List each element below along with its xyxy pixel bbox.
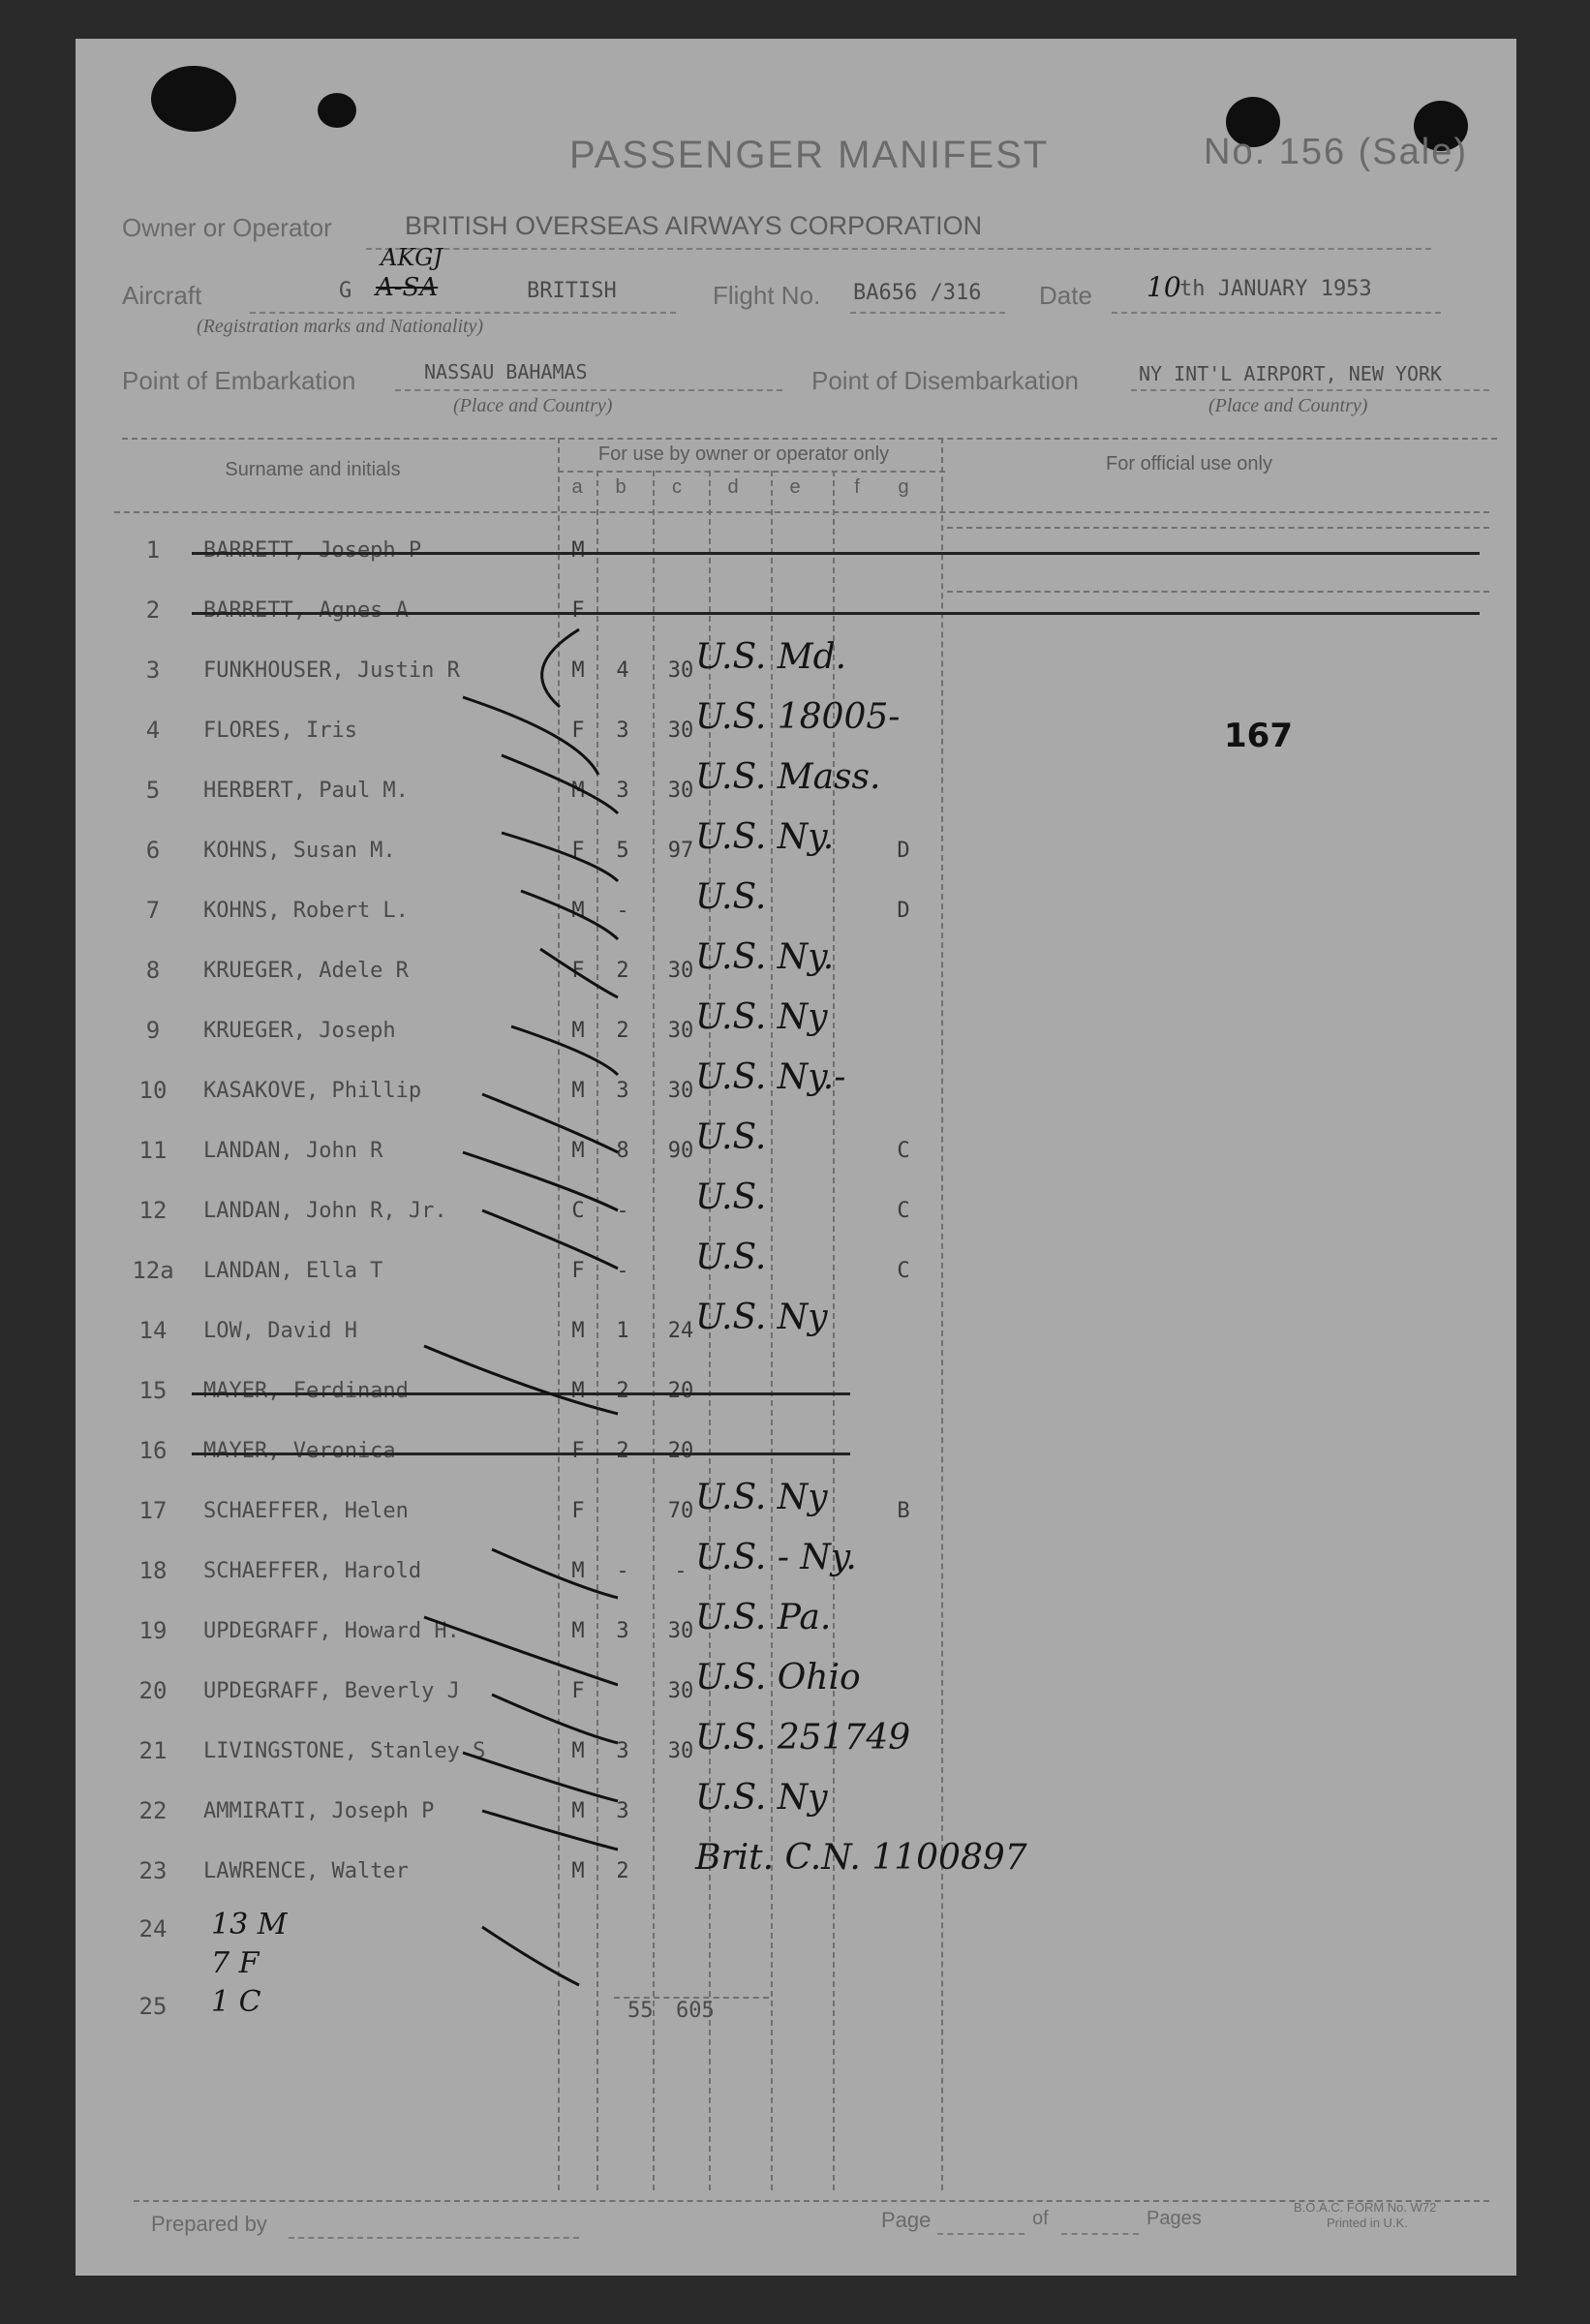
handwritten-nationality: U.S. 251749 <box>695 1718 911 1758</box>
cell-c: 70 <box>667 1499 694 1523</box>
row-number: 3 <box>145 657 161 684</box>
passenger-name: SCHAEFFER, Helen <box>203 1499 409 1523</box>
row-number: 12 <box>138 1197 168 1224</box>
cell-b: 2 <box>616 959 629 983</box>
cell-b: 4 <box>616 658 629 683</box>
handwritten-nationality: U.S. Ohio <box>695 1658 861 1697</box>
sub-col-f: f <box>854 476 860 498</box>
cell-a: M <box>571 899 585 923</box>
cell-b: 3 <box>616 1619 629 1643</box>
cell-c: 30 <box>667 1619 694 1643</box>
passenger-name: LANDAN, John R, Jr. <box>203 1199 447 1223</box>
handwritten-nationality: U.S. - Ny. <box>695 1538 857 1577</box>
sub-col-d: d <box>727 476 739 498</box>
row-number: 9 <box>145 1017 161 1044</box>
cell-a: M <box>571 1559 585 1583</box>
form-number: B.O.A.C. FORM No. W72 <box>1294 2200 1437 2215</box>
cell-g: D <box>897 899 910 923</box>
handwritten-nationality: U.S. Md. <box>695 637 847 677</box>
passenger-name: FLORES, Iris <box>203 719 357 743</box>
disembark-caption: (Place and Country) <box>1208 395 1368 416</box>
handwritten-nationality: U.S. Ny <box>695 1298 828 1337</box>
cell-a: F <box>571 1259 585 1283</box>
cell-c: 30 <box>667 1739 694 1763</box>
cell-a: M <box>571 538 585 563</box>
row-number: 14 <box>138 1317 168 1344</box>
cell-c: 30 <box>667 1679 694 1703</box>
row-number: 8 <box>145 957 161 984</box>
passenger-name: BARRETT, Agnes A <box>203 598 409 623</box>
prepared-by-label: Prepared by <box>151 2212 267 2236</box>
page-label: Page <box>881 2208 932 2232</box>
cell-g: C <box>897 1139 910 1163</box>
cell-b: 2 <box>616 1859 629 1883</box>
cell-b: - <box>616 1199 629 1223</box>
cell-a: M <box>571 1379 585 1403</box>
passenger-name: LANDAN, John R <box>203 1139 383 1163</box>
cell-a: F <box>571 1679 585 1703</box>
cell-b: 3 <box>616 719 629 743</box>
handwritten-nationality: U.S. Ny. <box>695 937 835 977</box>
registration-caption: (Registration marks and Nationality) <box>197 316 484 337</box>
cell-g: D <box>897 839 910 863</box>
cell-a: F <box>571 1439 585 1463</box>
cell-b: 3 <box>616 779 629 803</box>
col-owner-header: For use by owner or operator only <box>597 443 890 465</box>
cell-a: F <box>571 598 585 623</box>
passenger-name: HERBERT, Paul M. <box>203 779 409 803</box>
cell-a: F <box>571 719 585 743</box>
cell-b: - <box>616 1559 629 1583</box>
tally-handwritten: 7 F <box>211 1946 260 1980</box>
row-number: 17 <box>138 1497 168 1524</box>
handwritten-nationality: U.S. Mass. <box>695 757 881 797</box>
passenger-name: LOW, David H <box>203 1319 357 1343</box>
totals-c: 605 <box>676 1999 715 2023</box>
cell-c: 20 <box>667 1439 694 1463</box>
passenger-name: KRUEGER, Joseph <box>203 1019 396 1043</box>
sub-col-e: e <box>789 476 801 498</box>
passenger-name: UPDEGRAFF, Beverly J <box>203 1679 460 1703</box>
cell-b: 3 <box>616 1079 629 1103</box>
cell-b: 3 <box>616 1799 629 1823</box>
row-number: 23 <box>138 1857 168 1884</box>
cell-a: C <box>571 1199 585 1223</box>
flight-value: BA656 /316 <box>853 281 982 305</box>
cell-a: M <box>571 1079 585 1103</box>
handwritten-ticks <box>76 39 1516 2276</box>
disembark-value: NY INT'L AIRPORT, NEW YORK <box>1139 362 1443 385</box>
row-number: 2 <box>145 596 161 624</box>
handwritten-nationality: U.S. 18005- <box>695 697 901 737</box>
row-number: 18 <box>138 1557 168 1584</box>
col-name-header: Surname and initials <box>225 459 401 480</box>
totals-b: 55 <box>627 1999 654 2023</box>
cell-c: 30 <box>667 1019 694 1043</box>
row-number: 12a <box>132 1257 174 1284</box>
aircraft-reg-crossed: A-SA <box>376 273 439 302</box>
cell-b: - <box>616 899 629 923</box>
row-number: 4 <box>145 717 161 744</box>
cell-a: F <box>571 1499 585 1523</box>
sub-col-b: b <box>615 476 627 498</box>
sub-col-g: g <box>898 476 909 498</box>
passenger-name: KOHNS, Robert L. <box>203 899 409 923</box>
row-number: 1 <box>145 536 161 564</box>
aircraft-nationality: BRITISH <box>527 279 617 303</box>
cell-c: 30 <box>667 658 694 683</box>
handwritten-nationality: U.S. <box>695 1117 767 1157</box>
embark-caption: (Place and Country) <box>453 395 613 416</box>
cell-a: M <box>571 1139 585 1163</box>
row-number: 7 <box>145 897 161 924</box>
cell-b: - <box>616 1259 629 1283</box>
passenger-name: LANDAN, Ella T <box>203 1259 383 1283</box>
manifest-title: PASSENGER MANIFEST <box>569 134 1050 176</box>
handwritten-nationality: U.S. Ny. <box>695 817 835 857</box>
row-number: 11 <box>138 1137 168 1164</box>
cell-b: 8 <box>616 1139 629 1163</box>
form-printed: Printed in U.K. <box>1327 2216 1408 2230</box>
cell-b: 3 <box>616 1739 629 1763</box>
owner-value: BRITISH OVERSEAS AIRWAYS CORPORATION <box>405 211 983 240</box>
cell-c: 30 <box>667 1079 694 1103</box>
cell-g: B <box>897 1499 910 1523</box>
disembark-label: Point of Disembarkation <box>811 366 1080 395</box>
passenger-name: KRUEGER, Adele R <box>203 959 409 983</box>
handwritten-nationality: U.S. <box>695 877 767 917</box>
cell-g: C <box>897 1199 910 1223</box>
cell-a: F <box>571 959 585 983</box>
row-number: 21 <box>138 1737 168 1764</box>
passenger-name: MAYER, Veronica <box>203 1439 396 1463</box>
cell-c: 30 <box>667 779 694 803</box>
row-number: 20 <box>138 1677 168 1704</box>
cell-c: 20 <box>667 1379 694 1403</box>
passenger-name: LAWRENCE, Walter <box>203 1859 409 1883</box>
passenger-name: KOHNS, Susan M. <box>203 839 396 863</box>
flight-label: Flight No. <box>713 281 821 310</box>
cell-a: M <box>571 779 585 803</box>
date-handwritten: 10 <box>1147 271 1181 303</box>
cell-c: 24 <box>667 1319 694 1343</box>
official-stamp: 167 <box>1224 717 1293 755</box>
cell-a: M <box>571 1859 585 1883</box>
embark-value: NASSAU BAHAMAS <box>424 360 588 383</box>
handwritten-nationality: U.S. Ny <box>695 1778 828 1818</box>
cell-c: 90 <box>667 1139 694 1163</box>
tally-handwritten: 13 M <box>211 1908 288 1942</box>
cell-c: 30 <box>667 959 694 983</box>
cell-g: C <box>897 1259 910 1283</box>
cell-b: 5 <box>616 839 629 863</box>
aircraft-label: Aircraft <box>122 281 202 310</box>
passenger-name: LIVINGSTONE, Stanley S <box>203 1739 486 1763</box>
handwritten-nationality: U.S. <box>695 1177 767 1217</box>
passenger-name: MAYER, Ferdinand <box>203 1379 409 1403</box>
cell-c: 30 <box>667 719 694 743</box>
tally-row-number: 24 <box>138 1915 168 1942</box>
cell-a: M <box>571 1739 585 1763</box>
handwritten-nationality: U.S. Pa. <box>695 1598 832 1637</box>
manifest-number: No. 156 (Sale) <box>1204 132 1469 172</box>
owner-label: Owner or Operator <box>122 213 332 242</box>
cell-a: M <box>571 1619 585 1643</box>
date-label: Date <box>1039 281 1092 310</box>
cell-c: - <box>674 1559 688 1583</box>
passenger-name: SCHAEFFER, Harold <box>203 1559 422 1583</box>
cell-a: F <box>571 839 585 863</box>
cell-a: M <box>571 1799 585 1823</box>
pages-label: Pages <box>1147 2208 1202 2229</box>
embark-label: Point of Embarkation <box>122 366 356 395</box>
handwritten-nationality: U.S. Ny.- <box>695 1057 846 1097</box>
tally-handwritten: 1 C <box>211 1985 261 2019</box>
passenger-name: AMMIRATI, Joseph P <box>203 1799 435 1823</box>
row-number: 6 <box>145 837 161 864</box>
cell-b: 2 <box>616 1019 629 1043</box>
cell-a: M <box>571 1019 585 1043</box>
row-number: 19 <box>138 1617 168 1644</box>
row-number: 15 <box>138 1377 168 1404</box>
cell-b: 2 <box>616 1379 629 1403</box>
sub-col-a: a <box>571 476 583 498</box>
row-number: 16 <box>138 1437 168 1464</box>
sub-col-c: c <box>672 476 682 498</box>
cell-b: 2 <box>616 1439 629 1463</box>
tally-row-number: 25 <box>138 1993 168 2020</box>
col-official-header: For official use only <box>1106 453 1272 474</box>
cell-a: M <box>571 1319 585 1343</box>
handwritten-nationality: Brit. C.N. 1100897 <box>695 1838 1027 1878</box>
row-number: 22 <box>138 1797 168 1824</box>
passenger-name: UPDEGRAFF, Howard H. <box>203 1619 460 1643</box>
cell-a: M <box>571 658 585 683</box>
cell-c: 97 <box>667 839 694 863</box>
handwritten-nationality: U.S. Ny <box>695 1478 828 1517</box>
of-label: of <box>1032 2208 1049 2229</box>
manifest-sheet <box>76 39 1516 2276</box>
aircraft-prefix: G <box>339 279 352 303</box>
date-value: th JANUARY 1953 <box>1179 277 1372 301</box>
cell-b: 1 <box>616 1319 629 1343</box>
passenger-name: BARRETT, Joseph P <box>203 538 422 563</box>
passenger-name: FUNKHOUSER, Justin R <box>203 658 460 683</box>
row-number: 10 <box>138 1077 168 1104</box>
handwritten-nationality: U.S. Ny <box>695 997 828 1037</box>
handwritten-nationality: U.S. <box>695 1238 767 1277</box>
aircraft-reg-handwritten: AKGJ <box>381 244 443 271</box>
passenger-name: KASAKOVE, Phillip <box>203 1079 422 1103</box>
row-number: 5 <box>145 777 161 804</box>
